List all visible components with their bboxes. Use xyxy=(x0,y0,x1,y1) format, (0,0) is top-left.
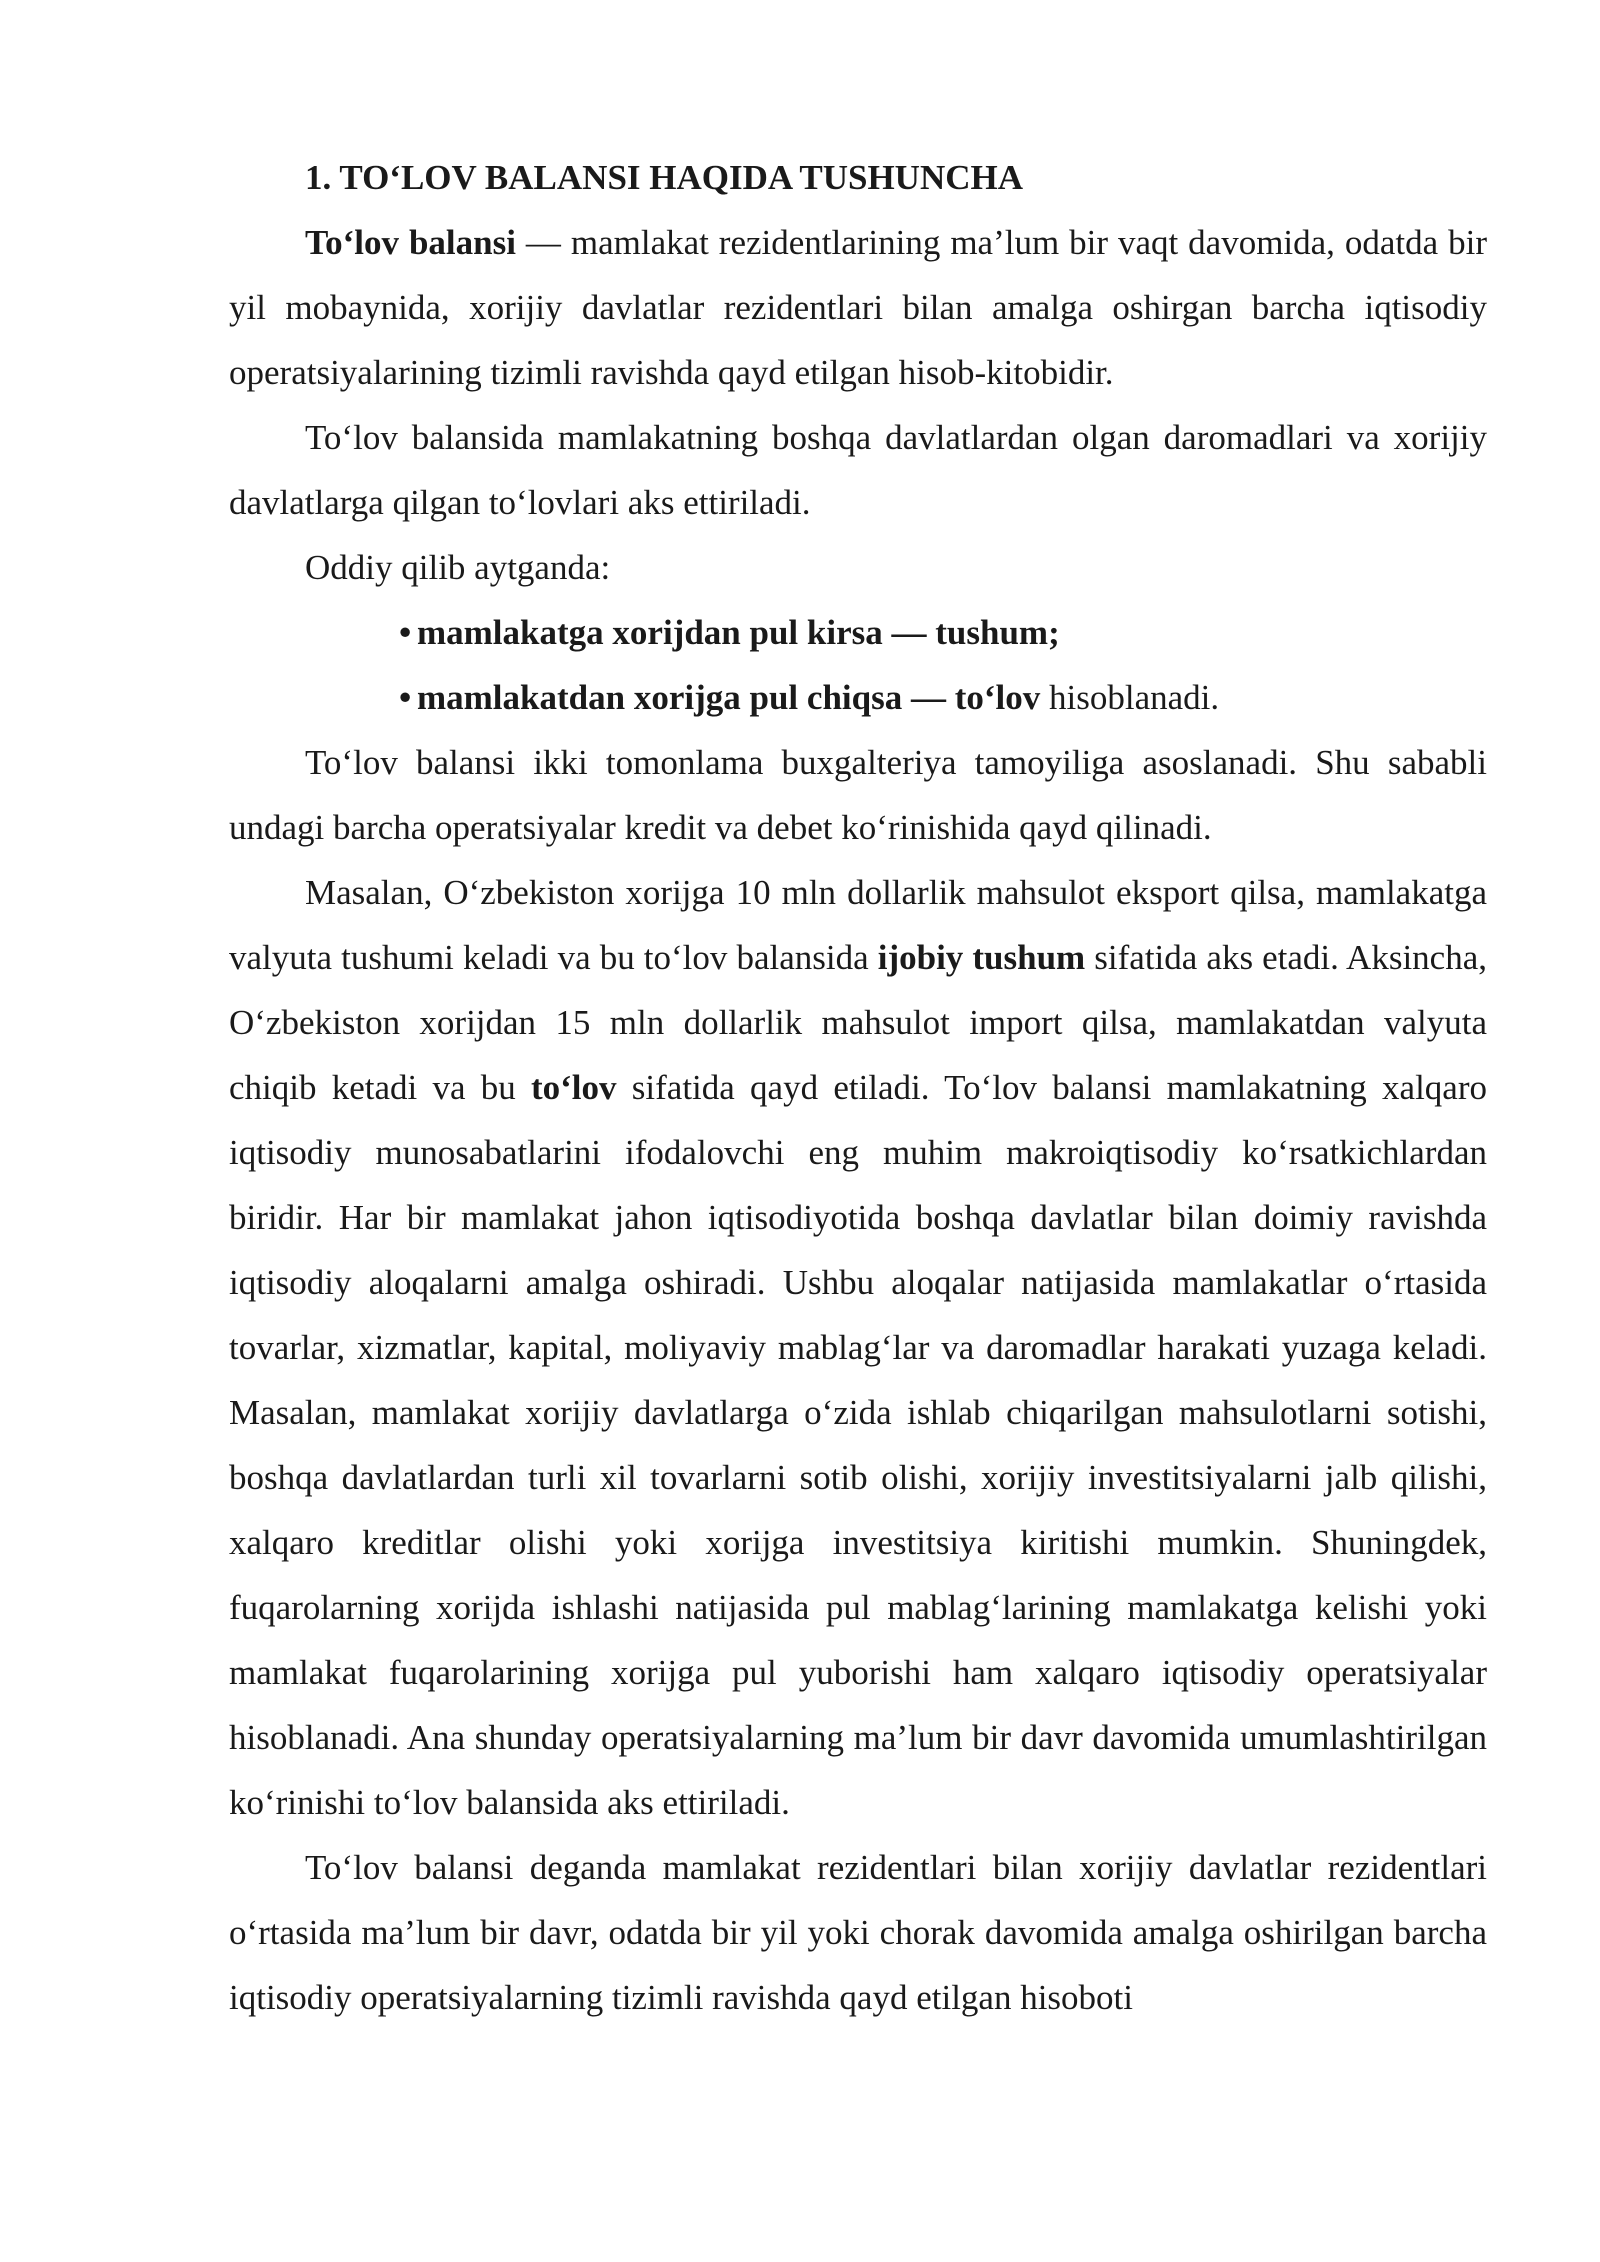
example-text-2: sifatida aks etadi. Aksincha, O‘zbekiston xorijdan 15 mln dollarlik mahsulot import qilsa, mamlakatdan valyuta chiqib ketadi va bu xyxy=(229,938,1488,1107)
bullet-marker: • xyxy=(399,613,412,652)
paragraph-simply-put: Oddiy qilib aytganda: xyxy=(305,548,611,587)
defined-term: To‘lov balansi xyxy=(305,223,516,262)
bullet-list xyxy=(229,600,1487,730)
section-heading: 1. TO‘LOV BALANSI HAQIDA TUSHUNCHA xyxy=(305,158,1023,197)
paragraph-closing: To‘lov balansi deganda mamlakat rezidentlari bilan xorijiy davlatlar rezidentlari o‘rtasida ma’lum bir davr, odatda bir yil yoki chorak davomida amalga oshirilgan barcha iqtisodiy operatsiyalarning tizimli ravishda qayd etilgan hisoboti xyxy=(229,1848,1487,2017)
example-text-3: sifatida qayd etiladi. To‘lov balansi mamlakatning xalqaro iqtisodiy munosabatlarini ifodalovchi eng muhim makroiqtisodiy ko‘rsatkichlardan biridir. Har bir mamlakat jahon iqtisodiyotida boshqa davlatlar bilan doimiy ravishda iqtisodiy aloqalarni amalga oshiradi. Ushbu aloqalar natijasida mamlakatlar o‘rtasida tovarlar, xizmatlar, kapital, moliyaviy mablag‘lar va daromadlar harakati yuzaga keladi. Masalan, mamlakat xorijiy davlatlarga o‘zida ishlab chiqarilgan mahsulotlarni sotishi, boshqa davlatlardan turli xil tovarlarni sotib olishi, xorijiy investitsiyalarni jalb qilishi, xalqaro kreditlar olishi yoki xorijga investitsiya kiritishi mumkin. Shuningdek, fuqarolarning xorijda ishlashi natijasida pul mablag‘larining mamlakatga kelishi yoki mamlakat fuqarolarining xorijga pul yuborishi ham xalqaro iqtisodiy operatsiyalar hisoblanadi. Ana shunday operatsiyalarning ma’lum bir davr davomida umumlashtirilgan ko‘rinishi to‘lov balansida aks ettiriladi. xyxy=(229,1068,1487,1822)
paragraph-definition xyxy=(229,210,1487,405)
emphasis-payment: to‘lov xyxy=(531,1068,617,1107)
paragraph-double-entry: To‘lov balansi ikki tomonlama buxgalteriya tamoyiliga asoslanadi. Shu sababli undagi barcha operatsiyalar kredit va debet ko‘rinishida qayd qilinadi. xyxy=(229,743,1487,847)
bullet-text-rest: hisoblanadi. xyxy=(1040,678,1220,717)
example-text-1: Masalan, O‘zbekiston xorijga 10 mln dollarlik mahsulot eksport qilsa, mamlakatga valyuta tushumi keladi va bu to‘lov balansida xyxy=(229,873,1487,977)
paragraph-example xyxy=(229,860,1487,1835)
emphasis-positive-receipt: ijobiy tushum xyxy=(877,938,1086,977)
bullet-item-income xyxy=(399,600,1487,665)
bullet-marker: • xyxy=(399,678,412,717)
bullet-text-bold: mamlakatdan xorijga pul chiqsa — to‘lov xyxy=(417,678,1041,717)
document-body xyxy=(229,145,1487,2030)
bullet-text: mamlakatga xorijdan pul kirsa — tushum; xyxy=(417,613,1060,652)
definition-text: — mamlakat rezidentlarining ma’lum bir vaqt davomida, odatda bir yil mobaynida, xorijiy davlatlar rezidentlari bilan amalga oshirgan barcha iqtisodiy operatsiyalarining tizimli ravishda qayd etilgan hisob-kitobidir. xyxy=(229,223,1488,392)
bullet-item-payment xyxy=(399,665,1487,730)
paragraph-income-payments: To‘lov balansida mamlakatning boshqa davlatlardan olgan daromadlari va xorijiy davlatlarga qilgan to‘lovlari aks ettiriladi. xyxy=(229,418,1487,522)
